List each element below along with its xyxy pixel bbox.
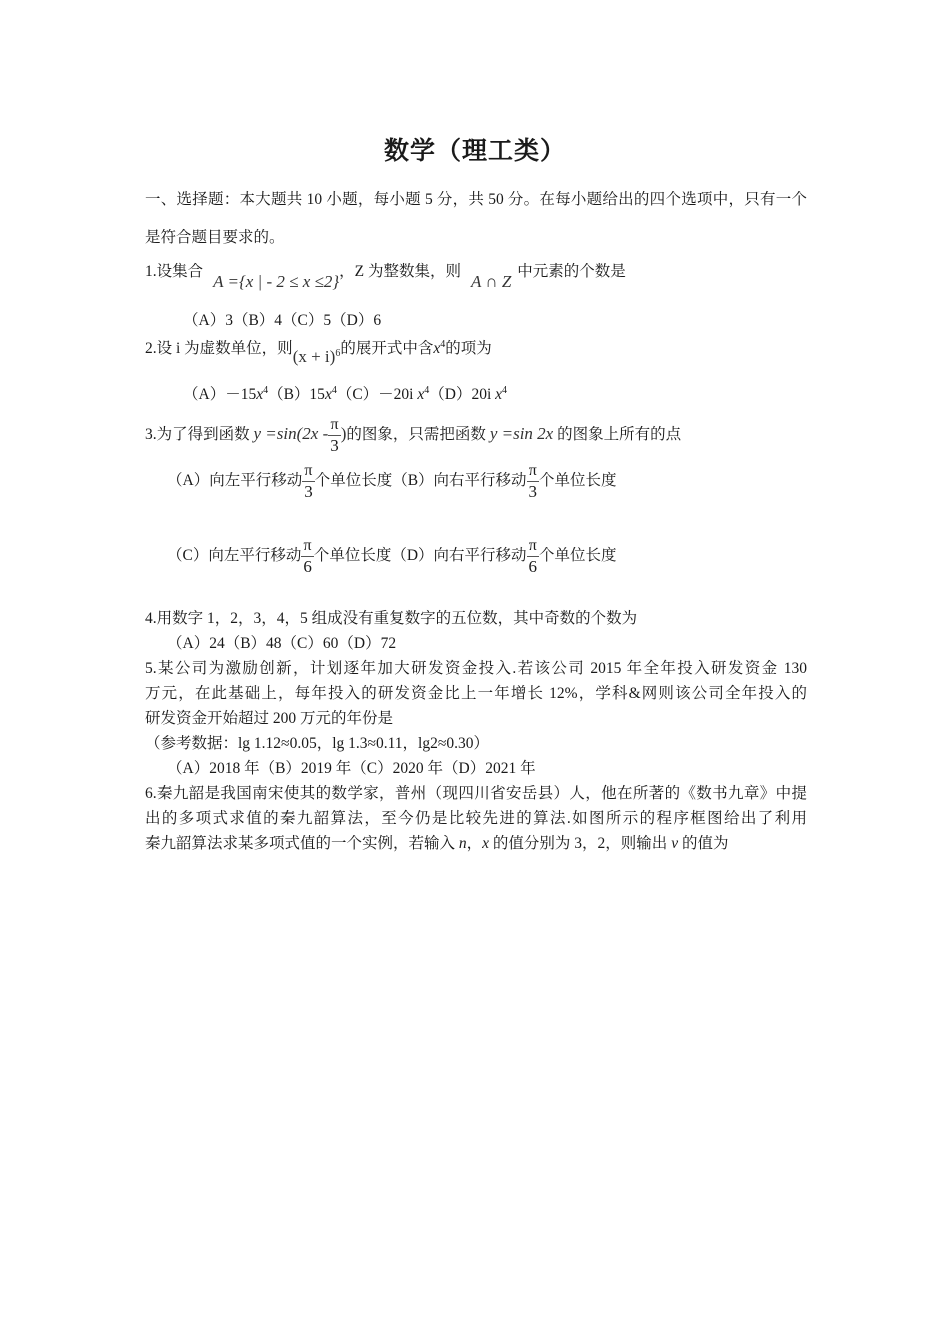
q1-suffix: 中元素的个数是 xyxy=(517,263,626,280)
question-6-line2: 出的多项式求值的秦九韶算法，至今仍是比较先进的算法.如图所示的程序框图给出了利用 xyxy=(145,810,807,827)
question-6-line3: 秦九韶算法求某多项式值的一个实例，若输入 n，x 的值分别为 3，2，则输出 v 的值为 xyxy=(145,835,729,852)
question-5-line3: 研发资金开始超过 200 万元的年份是 xyxy=(145,710,394,727)
q3-function-2: y =sin 2x xyxy=(489,424,554,443)
section-instructions-line1: 一、选择题：本大题共 10 小题，每小题 5 分，共 50 分。在每小题给出的四个选项中，只有一个 xyxy=(145,191,807,208)
section-instructions-line2: 是符合题目要求的。 xyxy=(145,229,285,246)
question-5-line1: 5.某公司为激励创新，计划逐年加大研发资金投入.若该公司 2015 年全年投入研发资金 130 xyxy=(145,660,807,677)
question-1 xyxy=(145,261,626,291)
question-2: 2.设 i 为虚数单位，则$(x + i)^6$的展开式中含$x^4$的项为 xyxy=(145,339,492,366)
q1-middle: ，Z 为整数集，则 xyxy=(339,263,461,280)
q5-reference-data: （参考数据：lg 1.12≈0.05，lg 1.3≈0.11，lg2≈0.30） xyxy=(145,735,489,752)
q1-set-expression: A ={x | - 2 ≤ x ≤2} xyxy=(213,272,340,291)
q2-options: $(A)-15x^4(B)15x^4(C)-20i$ $x^4(D)20i$ $x^4$ xyxy=(183,385,508,403)
question-4: 4.用数字 1，2，3，4，5 组成没有重复数字的五位数，其中奇数的个数为 xyxy=(145,610,638,627)
q3-options-cd: （C）向左平行移动 $\frac{\pi}{6}$ 个单位长度（D）向右平行移动 $\frac{\pi}{6}$ 个单位长度 xyxy=(167,536,617,576)
q3-fraction-pi-over-3: $\frac{\pi}{3}$ xyxy=(330,415,339,455)
q2-prefix: 2.设 i 为虚数单位，则 xyxy=(145,340,293,357)
q3-fraction-c: $\frac{\pi}{6}$ xyxy=(303,536,312,576)
q3-fraction-b: $\frac{\pi}{3}$ xyxy=(528,461,538,501)
page-title: 数学（理工类） xyxy=(383,136,566,165)
q3-fraction-d: $\frac{\pi}{6}$ xyxy=(528,536,538,576)
question-6-line1: 6.秦九韶是我国南宋使其的数学家，普州（现四川省安岳县）人，他在所著的《数书九章》中提 xyxy=(145,785,807,802)
q3-fraction-a: $\frac{\pi}{3}$ xyxy=(304,461,313,501)
q1-intersection: A ∩ Z xyxy=(470,272,512,291)
q1-prefix: 1.设集合 xyxy=(145,263,204,280)
q1-options: （A）3（B）4（C）5（D）6 xyxy=(183,312,382,329)
q4-options: （A）24（B）48（C）60（D）72 xyxy=(167,635,397,652)
q3-options-ab: （A）向左平行移动 $\frac{\pi}{3}$ 个单位长度（B）向右平行移动 $\frac{\pi}{3}$ 个单位长度 xyxy=(167,461,617,501)
q3-function-1: y =sin(2x - xyxy=(253,424,329,443)
q2-binomial: $(x + i)^6$ xyxy=(292,347,341,366)
q2-suffix-a: 的展开式中含 xyxy=(340,340,434,357)
q5-options: （A）2018 年（B）2019 年（C）2020 年（D）2021 年 xyxy=(167,760,536,777)
q2-suffix-b: 的项为 xyxy=(445,340,492,357)
question-5-line2: 万元，在此基础上，每年投入的研发资金比上一年增长 12%，学科&网则该公司全年投入的 xyxy=(145,685,807,702)
question-3: 3.为了得到函数 y =sin(2x - $\frac{\pi}{3}$ )的图象，只需把函数 y =sin 2x 的图象上所有的点 xyxy=(145,415,682,455)
